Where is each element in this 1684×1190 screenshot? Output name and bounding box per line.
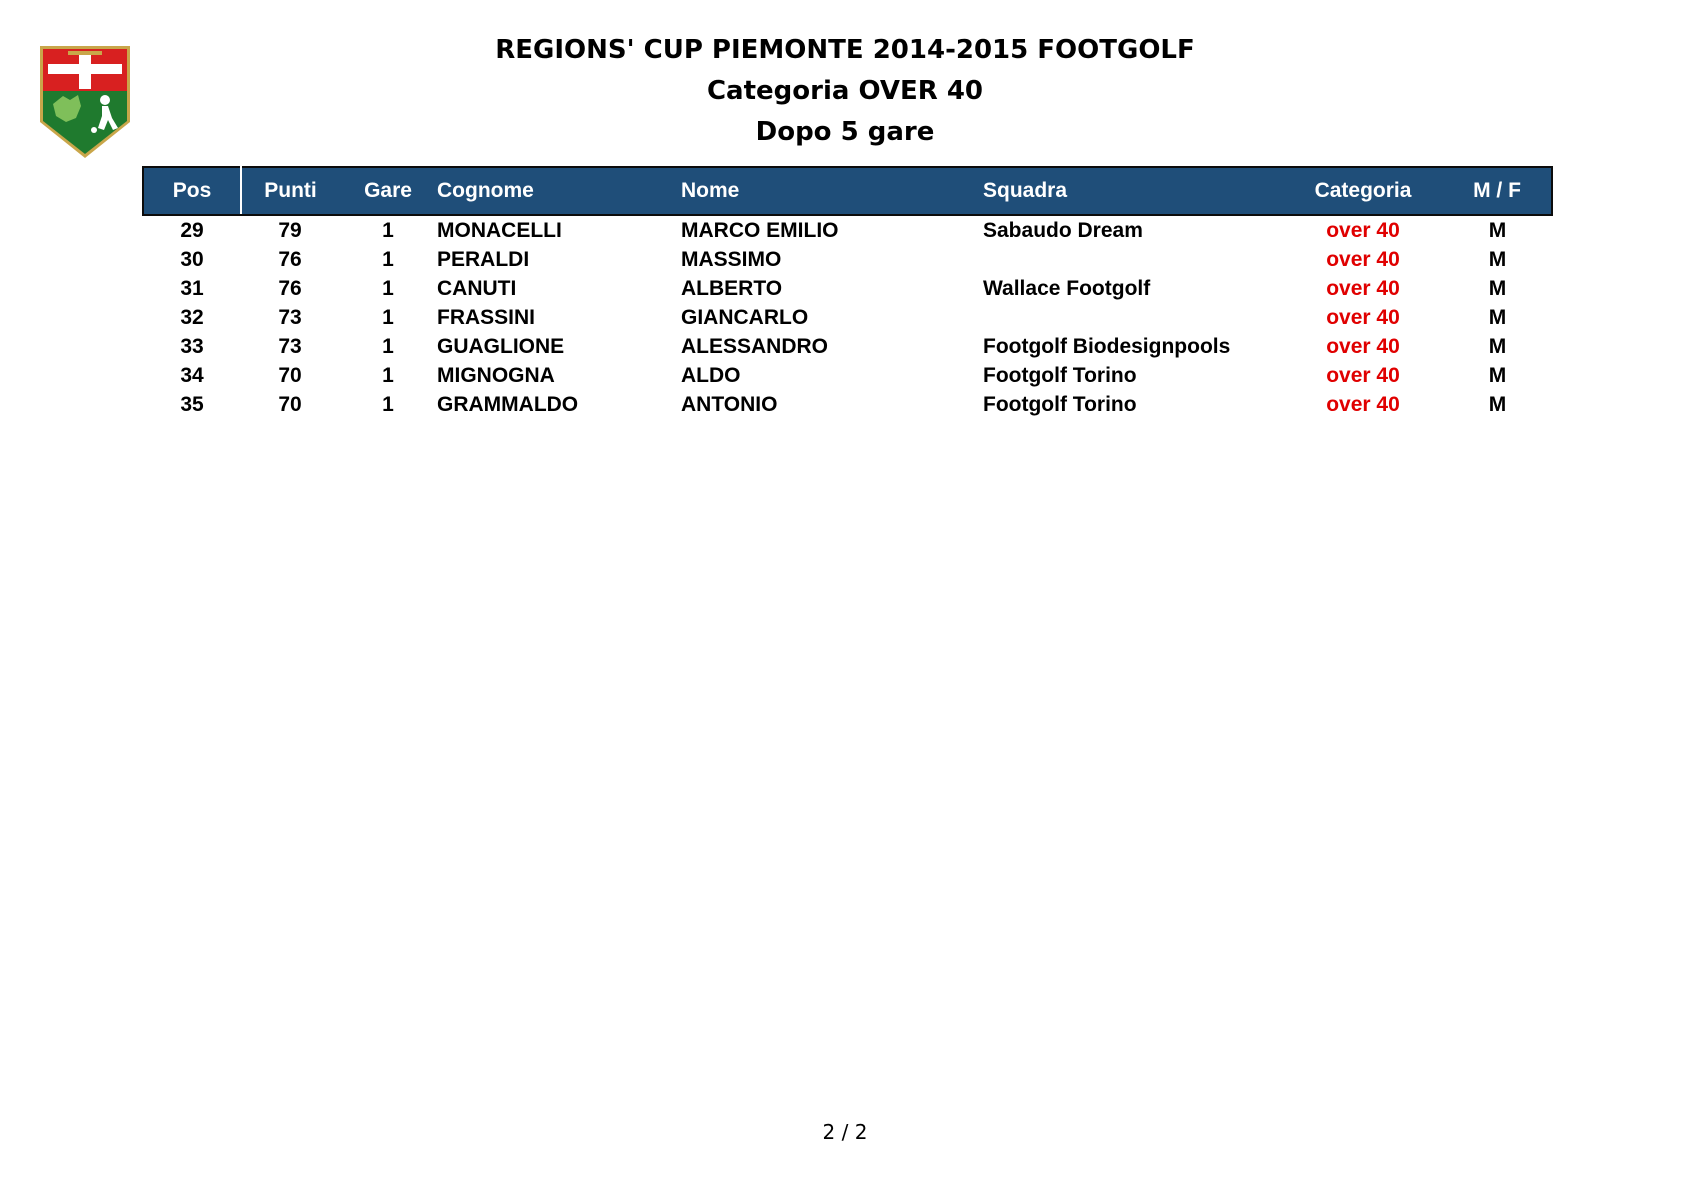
table-body <box>143 215 1552 419</box>
cell-pos: 35 <box>180 392 204 416</box>
cell-mf: M <box>1488 334 1507 358</box>
cell-pos: 31 <box>180 276 204 300</box>
cell-cognome: MIGNOGNA <box>437 363 555 387</box>
table-header-row <box>143 167 1552 215</box>
cell-squadra: Footgolf Biodesignpools <box>983 334 1231 358</box>
cell-mf: M <box>1488 247 1507 271</box>
page-subtitle: Categoria OVER 40 <box>706 76 984 106</box>
cell-categoria: over 40 <box>1326 218 1400 242</box>
cell-cognome: FRASSINI <box>437 305 536 329</box>
page-title: REGIONS' CUP PIEMONTE 2014-2015 FOOTGOLF <box>495 35 1195 65</box>
table-row <box>143 215 1552 245</box>
cell-punti: 76 <box>278 247 302 271</box>
table-row <box>143 361 1552 390</box>
cell-punti: 79 <box>278 218 302 242</box>
cell-cognome: GUAGLIONE <box>437 334 565 358</box>
table-row <box>143 390 1552 419</box>
cell-squadra <box>983 245 1283 274</box>
cell-categoria: over 40 <box>1326 247 1400 271</box>
column-header-squadra: Squadra <box>983 167 1283 215</box>
cell-gare: 1 <box>382 276 394 300</box>
cell-mf: M <box>1488 392 1507 416</box>
cell-gare: 1 <box>382 247 394 271</box>
cell-squadra <box>983 303 1283 332</box>
cell-pos: 30 <box>180 247 204 271</box>
cell-cognome: PERALDI <box>437 247 530 271</box>
cell-pos: 32 <box>180 305 204 329</box>
cell-nome: ALBERTO <box>681 276 783 300</box>
column-header-punti: Punti <box>241 167 339 215</box>
cell-punti: 76 <box>278 276 302 300</box>
table-row <box>143 245 1552 274</box>
cell-punti: 70 <box>278 363 302 387</box>
table-row <box>143 303 1552 332</box>
cell-gare: 1 <box>382 392 394 416</box>
table-row <box>143 274 1552 303</box>
cell-nome: ALESSANDRO <box>681 334 829 358</box>
cell-mf: M <box>1488 218 1507 242</box>
cell-cognome: MONACELLI <box>437 218 562 242</box>
cell-nome: ALDO <box>681 363 741 387</box>
cell-categoria: over 40 <box>1326 305 1400 329</box>
cell-categoria: over 40 <box>1326 392 1400 416</box>
column-header-mf: M / F <box>1443 167 1552 215</box>
page-number: 2 / 2 <box>822 1120 868 1144</box>
cell-punti: 70 <box>278 392 302 416</box>
cell-squadra: Sabaudo Dream <box>983 218 1143 242</box>
cell-pos: 33 <box>180 334 204 358</box>
cell-mf: M <box>1488 305 1507 329</box>
cell-nome: GIANCARLO <box>681 305 809 329</box>
cell-gare: 1 <box>382 305 394 329</box>
standings-table <box>142 166 1553 419</box>
cell-squadra: Footgolf Torino <box>983 392 1137 416</box>
column-header-gare: Gare <box>339 167 437 215</box>
cell-pos: 29 <box>180 218 204 242</box>
cell-punti: 73 <box>278 305 302 329</box>
cell-pos: 34 <box>180 363 204 387</box>
cell-gare: 1 <box>382 334 394 358</box>
cell-cognome: GRAMMALDO <box>437 392 579 416</box>
column-header-nome: Nome <box>681 167 983 215</box>
column-header-cognome: Cognome <box>437 167 681 215</box>
cell-categoria: over 40 <box>1326 276 1400 300</box>
cell-nome: ANTONIO <box>681 392 778 416</box>
cell-squadra: Footgolf Torino <box>983 363 1137 387</box>
cell-nome: MARCO EMILIO <box>681 218 839 242</box>
cell-categoria: over 40 <box>1326 334 1400 358</box>
cell-categoria: over 40 <box>1326 363 1400 387</box>
cell-gare: 1 <box>382 363 394 387</box>
column-header-categoria: Categoria <box>1283 167 1443 215</box>
cell-squadra: Wallace Footgolf <box>983 276 1151 300</box>
cell-nome: MASSIMO <box>681 247 782 271</box>
cell-mf: M <box>1488 276 1507 300</box>
cell-punti: 73 <box>278 334 302 358</box>
cell-cognome: CANUTI <box>437 276 517 300</box>
cell-mf: M <box>1488 363 1507 387</box>
column-header-pos: Pos <box>143 167 241 215</box>
table-row <box>143 332 1552 361</box>
page-note: Dopo 5 gare <box>755 117 935 147</box>
title-block <box>0 30 1684 153</box>
cell-gare: 1 <box>382 218 394 242</box>
